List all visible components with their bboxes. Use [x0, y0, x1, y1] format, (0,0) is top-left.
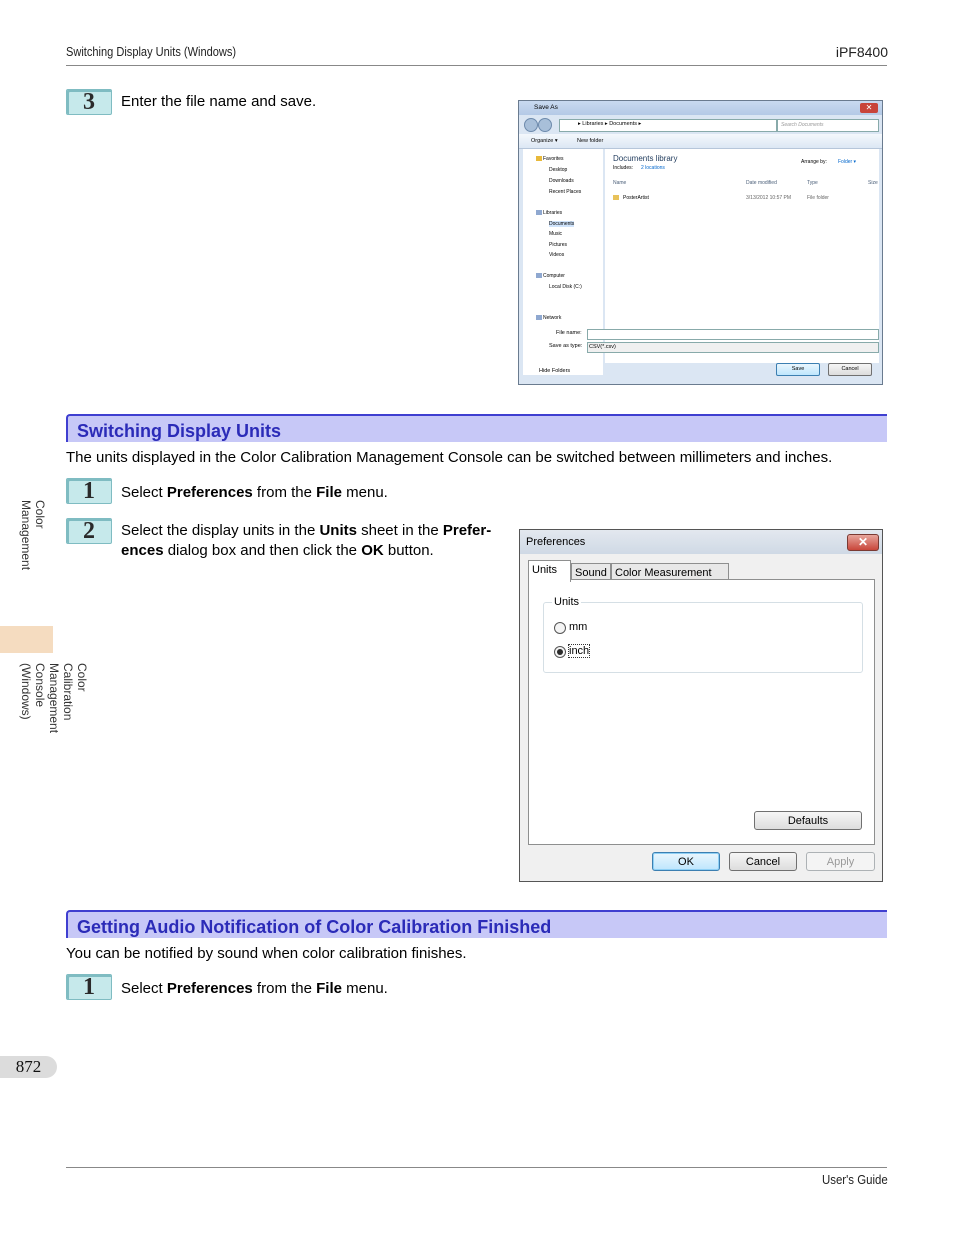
nav-item[interactable]: Libraries [543, 210, 563, 216]
save-fields [519, 330, 882, 385]
sidebar-tab-marker [0, 626, 53, 653]
file-row-type: File folder [807, 195, 829, 201]
units-group-label: Units [554, 596, 580, 608]
cancel-button[interactable]: Cancel [729, 852, 797, 871]
step-text: Select the display units in the Units sheet in the Prefer- ences dialog box and then click the OK button. [121, 522, 492, 559]
preferences-titlebar [520, 530, 882, 554]
arrange-label: Arrange by: [801, 159, 827, 165]
hide-folders-toggle[interactable]: Hide Folders [539, 368, 571, 374]
step-number: 3 [66, 89, 112, 115]
organize-button[interactable]: Organize ▾ [531, 138, 558, 144]
includes-label: Includes: [613, 165, 634, 171]
file-row-name[interactable]: PosterArtist [623, 195, 649, 201]
nav-item[interactable]: Pictures [549, 242, 568, 248]
save-type-select[interactable]: CSV(*.csv) [587, 342, 879, 353]
library-title: Documents library [613, 154, 678, 163]
network-icon [536, 315, 542, 320]
units-tab-panel [528, 579, 875, 845]
close-icon[interactable]: ✕ [847, 534, 879, 551]
sidebar-chapter-label: Color Management [19, 500, 47, 571]
nav-item-selected[interactable]: Documents [549, 221, 575, 227]
column-header[interactable]: Name [613, 180, 627, 186]
back-icon[interactable] [524, 118, 538, 132]
forward-icon[interactable] [538, 118, 552, 132]
new-folder-button[interactable]: New folder [577, 138, 604, 144]
includes-link[interactable]: 2 locations [641, 165, 665, 171]
star-icon [536, 156, 542, 161]
file-row-date: 3/13/2012 10:57 PM [746, 195, 792, 201]
column-header[interactable]: Date modified [746, 180, 777, 186]
section-paragraph: The units displayed in the Color Calibration Management Console can be switched between millimeters and inches. [66, 449, 833, 466]
save-type-label: Save as type: [549, 343, 583, 349]
sidebar-section-label: Color Calibration Management Console (Windows) [19, 663, 89, 734]
preferences-title: Preferences [526, 536, 586, 548]
nav-item[interactable]: Music [549, 231, 563, 237]
running-footer: User's Guide [822, 1172, 888, 1187]
inch-radio[interactable] [554, 646, 566, 658]
save-as-dialog [518, 100, 883, 385]
section-paragraph: You can be notified by sound when color calibration finishes. [66, 945, 467, 962]
ok-button[interactable]: OK [652, 852, 720, 871]
mm-radio-label[interactable]: mm [569, 621, 588, 633]
step-number: 1 [66, 478, 112, 504]
step-number: 2 [66, 518, 112, 544]
computer-icon [536, 273, 542, 278]
save-as-titlebar [519, 101, 882, 115]
inch-radio-label[interactable]: inch [569, 645, 590, 657]
nav-item[interactable]: Videos [549, 252, 565, 258]
nav-item[interactable]: Local Disk (C:) [549, 284, 582, 290]
address-bar[interactable]: ▸ Libraries ▸ Documents ▸ [559, 119, 777, 132]
step-text: Enter the file name and save. [121, 93, 317, 110]
running-header-model: iPF8400 [835, 44, 888, 60]
save-as-title: Save As [534, 104, 558, 111]
library-icon [536, 210, 542, 215]
units-group [543, 596, 863, 673]
section-heading: Getting Audio Notification of Color Calibration Finished [66, 910, 887, 938]
arrange-select[interactable]: Folder ▾ [838, 159, 857, 165]
column-header[interactable]: Size [868, 180, 878, 186]
folder-icon [613, 195, 619, 200]
defaults-button[interactable]: Defaults [754, 811, 862, 830]
header-rule [66, 65, 887, 66]
preferences-dialog [519, 529, 883, 882]
footer-rule [66, 1167, 887, 1168]
tab-color-measurement-env[interactable]: Color Measurement [611, 563, 729, 582]
apply-button[interactable]: Apply [806, 852, 875, 871]
file-name-label: File name: [556, 330, 582, 336]
nav-item[interactable]: Recent Places [549, 189, 582, 195]
step-number: 1 [66, 974, 112, 1000]
column-header[interactable]: Type [807, 180, 818, 186]
search-input[interactable]: Search Documents [777, 119, 879, 132]
nav-item[interactable]: Favorites [543, 156, 564, 162]
section-heading: Switching Display Units [66, 414, 887, 442]
nav-item[interactable]: Network [543, 315, 562, 321]
step-text: Select Preferences from the File menu. [121, 484, 388, 501]
file-name-field[interactable] [587, 329, 879, 340]
nav-item[interactable]: Downloads [549, 178, 574, 184]
page-number: 872 [0, 1056, 57, 1078]
cancel-button[interactable]: Cancel [828, 363, 872, 376]
running-header-title: Switching Display Units (Windows) [66, 44, 237, 59]
mm-radio[interactable] [554, 622, 566, 634]
step-text: Select Preferences from the File menu. [121, 980, 388, 997]
nav-item[interactable]: Desktop [549, 167, 568, 173]
save-button[interactable]: Save [776, 363, 820, 376]
tab-units[interactable]: Units [528, 560, 571, 582]
tab-sound[interactable]: Sound [571, 563, 611, 582]
nav-item[interactable]: Computer [543, 273, 565, 279]
save-as-toolbar [519, 134, 882, 149]
close-icon[interactable]: ✕ [860, 103, 878, 113]
